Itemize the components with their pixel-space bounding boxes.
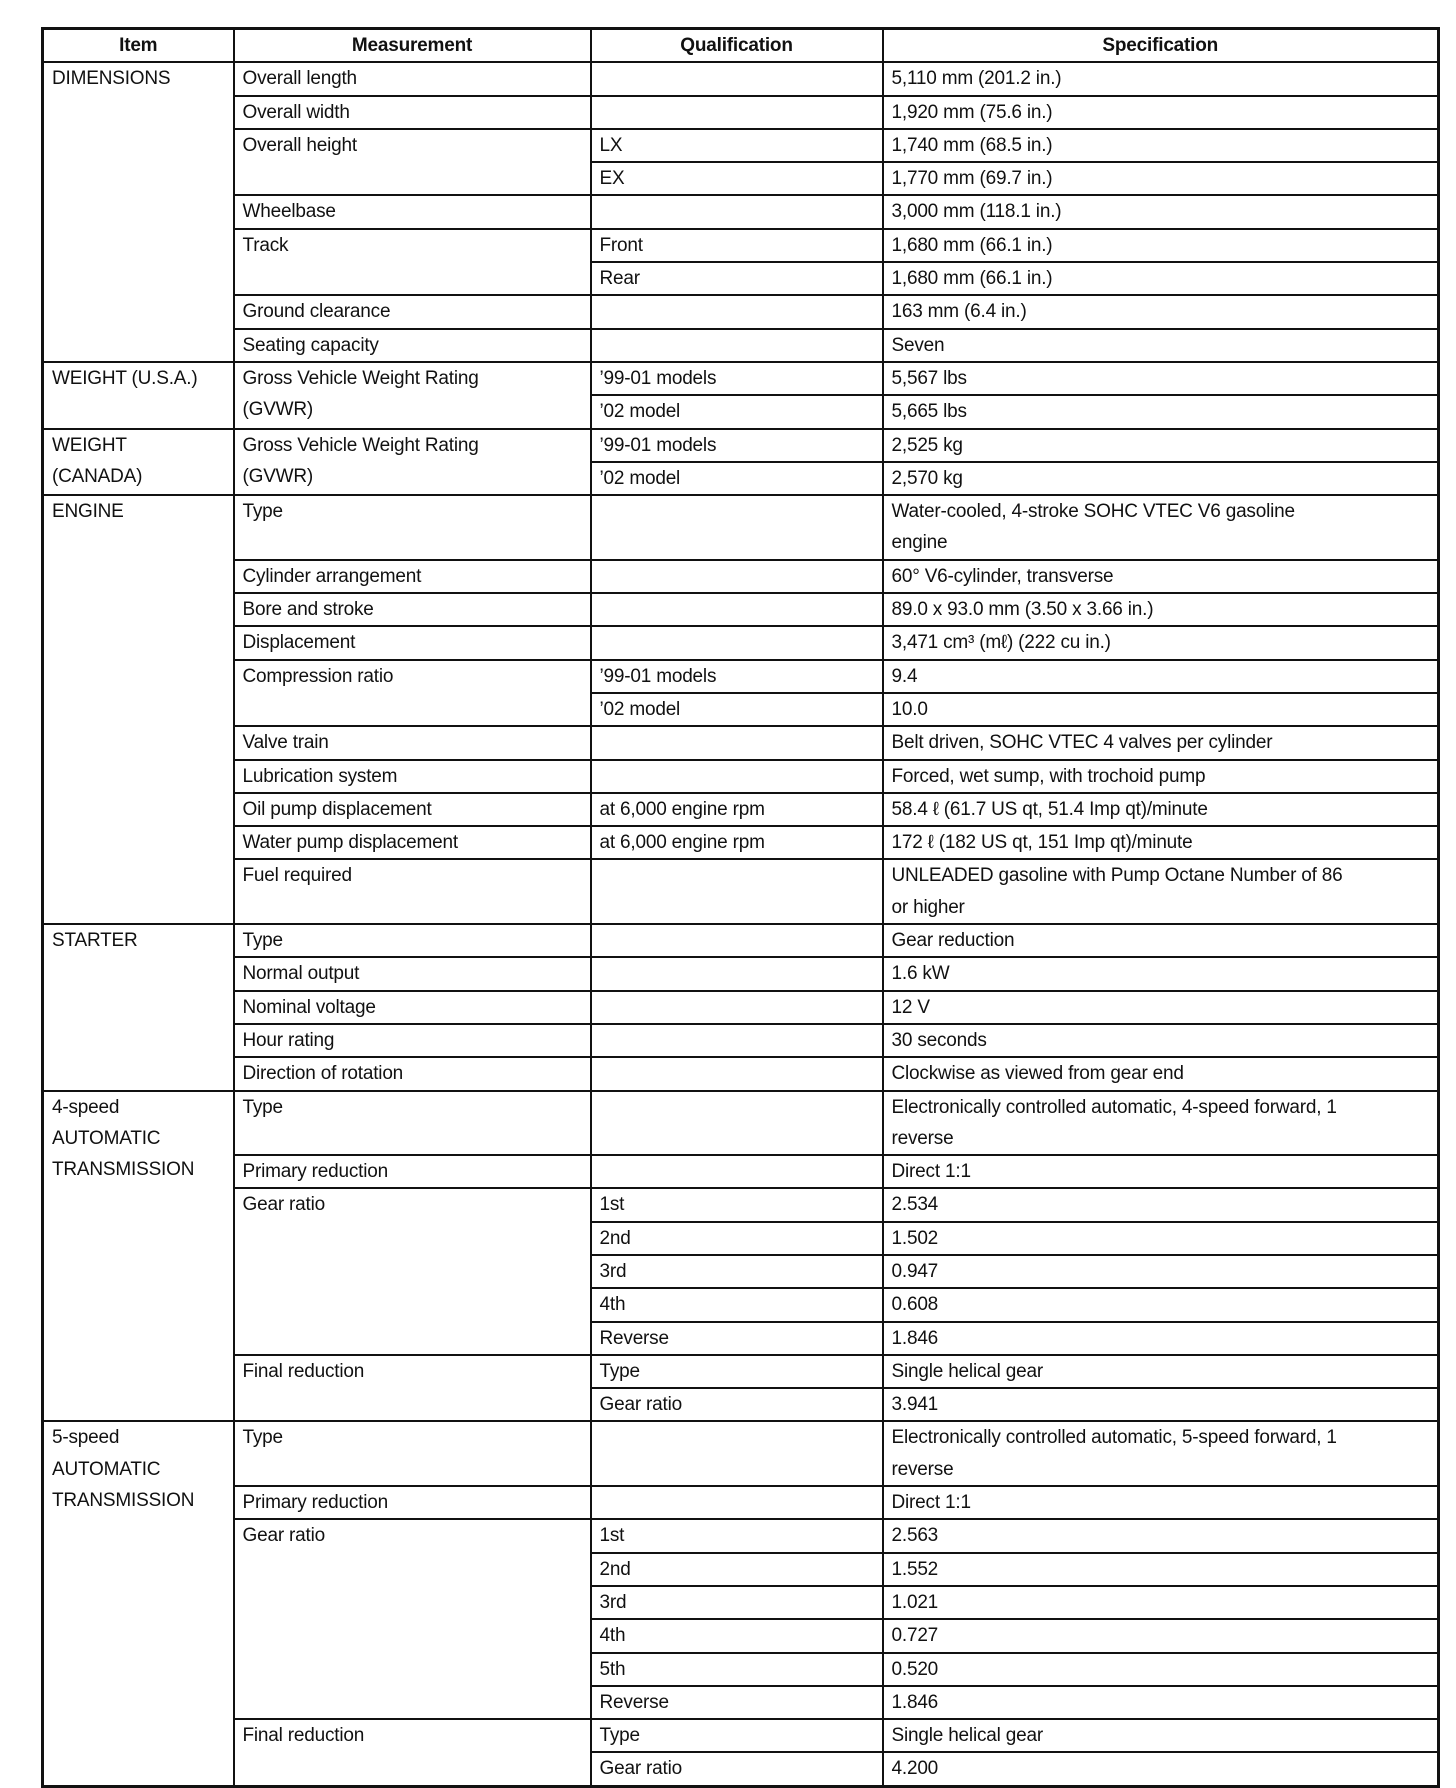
specification-cell: 5,567 lbs — [883, 362, 1439, 395]
qualification-cell: at 6,000 engine rpm — [591, 826, 883, 859]
specification-cell: 1,680 mm (66.1 in.) — [883, 262, 1439, 295]
table-row — [43, 362, 1439, 395]
specification-cell: 1,770 mm (69.7 in.) — [883, 162, 1439, 195]
qualification-cell — [591, 560, 883, 593]
specification-cell: 60° V6-cylinder, transverse — [883, 560, 1439, 593]
table-row — [43, 495, 1439, 560]
header-row — [43, 29, 1439, 63]
specification-cell: 5,665 lbs — [883, 395, 1439, 428]
table-row — [43, 991, 1439, 1024]
qualification-cell: 3rd — [591, 1586, 883, 1619]
measurement-cell: Gross Vehicle Weight Rating (GVWR) — [234, 362, 591, 429]
specification-cell: Belt driven, SOHC VTEC 4 valves per cylinder — [883, 726, 1439, 759]
measurement-cell: Overall length — [234, 62, 591, 95]
table-row — [43, 295, 1439, 328]
qualification-cell: Type — [591, 1719, 883, 1752]
item-cell: ENGINE — [43, 495, 234, 924]
specifications-table — [41, 27, 1440, 1788]
table-row — [43, 229, 1439, 262]
specification-cell: Clockwise as viewed from gear end — [883, 1057, 1439, 1090]
measurement-cell: Track — [234, 229, 591, 296]
table-body — [43, 62, 1439, 1786]
qualification-cell — [591, 760, 883, 793]
table-row — [43, 1057, 1439, 1090]
measurement-cell: Lubrication system — [234, 760, 591, 793]
table-row — [43, 1519, 1439, 1552]
qualification-cell: 2nd — [591, 1222, 883, 1255]
measurement-cell: Compression ratio — [234, 660, 591, 727]
measurement-cell: Gear ratio — [234, 1519, 591, 1719]
specification-cell: Seven — [883, 329, 1439, 362]
specification-cell: 0.520 — [883, 1653, 1439, 1686]
header-measurement: Measurement — [234, 29, 591, 63]
measurement-cell: Type — [234, 924, 591, 957]
specification-cell: Direct 1:1 — [883, 1155, 1439, 1188]
table-row — [43, 1091, 1439, 1156]
table-row — [43, 129, 1439, 162]
measurement-cell: Overall width — [234, 96, 591, 129]
qualification-cell — [591, 957, 883, 990]
specification-cell: Water-cooled, 4-stroke SOHC VTEC V6 gasoline engine — [883, 495, 1439, 560]
specification-cell: 1,920 mm (75.6 in.) — [883, 96, 1439, 129]
qualification-cell — [591, 1024, 883, 1057]
table-row — [43, 793, 1439, 826]
specification-cell: 1,740 mm (68.5 in.) — [883, 129, 1439, 162]
measurement-cell: Hour rating — [234, 1024, 591, 1057]
table-row — [43, 626, 1439, 659]
qualification-cell: ’99-01 models — [591, 660, 883, 693]
item-cell: 4-speed AUTOMATIC TRANSMISSION — [43, 1091, 234, 1422]
table-row — [43, 726, 1439, 759]
specification-cell: 10.0 — [883, 693, 1439, 726]
qualification-cell: Gear ratio — [591, 1388, 883, 1421]
qualification-cell — [591, 1057, 883, 1090]
qualification-cell — [591, 1486, 883, 1519]
qualification-cell: ’99-01 models — [591, 429, 883, 462]
qualification-cell: EX — [591, 162, 883, 195]
qualification-cell: ’02 model — [591, 462, 883, 495]
qualification-cell — [591, 924, 883, 957]
specification-cell: 163 mm (6.4 in.) — [883, 295, 1439, 328]
qualification-cell: ’02 model — [591, 693, 883, 726]
table-row — [43, 1719, 1439, 1752]
qualification-cell — [591, 295, 883, 328]
table-row — [43, 924, 1439, 957]
specification-cell: 1.552 — [883, 1553, 1439, 1586]
table-row — [43, 760, 1439, 793]
specification-cell: 0.727 — [883, 1619, 1439, 1652]
measurement-cell: Displacement — [234, 626, 591, 659]
specification-cell: 12 V — [883, 991, 1439, 1024]
table-row — [43, 826, 1439, 859]
specification-cell: 58.4 ℓ (61.7 US qt, 51.4 Imp qt)/minute — [883, 793, 1439, 826]
measurement-cell: Gear ratio — [234, 1188, 591, 1354]
specification-cell: 1.6 kW — [883, 957, 1439, 990]
qualification-cell: 5th — [591, 1653, 883, 1686]
qualification-cell: Gear ratio — [591, 1752, 883, 1786]
specification-cell: Gear reduction — [883, 924, 1439, 957]
item-cell: STARTER — [43, 924, 234, 1090]
qualification-cell: Reverse — [591, 1686, 883, 1719]
measurement-cell: Normal output — [234, 957, 591, 990]
measurement-cell: Final reduction — [234, 1355, 591, 1422]
qualification-cell — [591, 1155, 883, 1188]
table-row — [43, 660, 1439, 693]
table-row — [43, 429, 1439, 462]
table-row — [43, 329, 1439, 362]
qualification-cell — [591, 991, 883, 1024]
measurement-cell: Primary reduction — [234, 1486, 591, 1519]
qualification-cell: 4th — [591, 1288, 883, 1321]
qualification-cell: 1st — [591, 1188, 883, 1221]
specification-cell: Electronically controlled automatic, 5-speed forward, 1 reverse — [883, 1421, 1439, 1486]
specification-cell: 5,110 mm (201.2 in.) — [883, 62, 1439, 95]
header-specification: Specification — [883, 29, 1439, 63]
measurement-cell: Oil pump displacement — [234, 793, 591, 826]
header-qualification: Qualification — [591, 29, 883, 63]
specification-cell: 3,471 cm³ (mℓ) (222 cu in.) — [883, 626, 1439, 659]
table-row — [43, 62, 1439, 95]
specification-cell: 1.502 — [883, 1222, 1439, 1255]
qualification-cell: ’99-01 models — [591, 362, 883, 395]
measurement-cell: Final reduction — [234, 1719, 591, 1786]
item-cell: 5-speed AUTOMATIC TRANSMISSION — [43, 1421, 234, 1786]
specification-cell: 3,000 mm (118.1 in.) — [883, 195, 1439, 228]
qualification-cell — [591, 626, 883, 659]
qualification-cell: at 6,000 engine rpm — [591, 793, 883, 826]
table-row — [43, 1155, 1439, 1188]
specification-cell: 2,570 kg — [883, 462, 1439, 495]
specification-cell: 2,525 kg — [883, 429, 1439, 462]
table-row — [43, 957, 1439, 990]
table-row — [43, 1486, 1439, 1519]
item-cell: WEIGHT (U.S.A.) — [43, 362, 234, 429]
specification-cell: 9.4 — [883, 660, 1439, 693]
specification-cell: 30 seconds — [883, 1024, 1439, 1057]
table-row — [43, 1421, 1439, 1486]
specification-cell: UNLEADED gasoline with Pump Octane Number of 86 or higher — [883, 859, 1439, 924]
table-row — [43, 195, 1439, 228]
specification-cell: Forced, wet sump, with trochoid pump — [883, 760, 1439, 793]
qualification-cell: 3rd — [591, 1255, 883, 1288]
measurement-cell: Overall height — [234, 129, 591, 196]
specification-cell: 1.846 — [883, 1322, 1439, 1355]
measurement-cell: Primary reduction — [234, 1155, 591, 1188]
qualification-cell: 1st — [591, 1519, 883, 1552]
table-row — [43, 560, 1439, 593]
qualification-cell: Front — [591, 229, 883, 262]
item-cell: WEIGHT (CANADA) — [43, 429, 234, 496]
table-row — [43, 1188, 1439, 1221]
measurement-cell: Fuel required — [234, 859, 591, 924]
qualification-cell: ’02 model — [591, 395, 883, 428]
qualification-cell: 2nd — [591, 1553, 883, 1586]
item-cell: DIMENSIONS — [43, 62, 234, 362]
qualification-cell — [591, 495, 883, 560]
measurement-cell: Ground clearance — [234, 295, 591, 328]
qualification-cell — [591, 1421, 883, 1486]
qualification-cell — [591, 195, 883, 228]
measurement-cell: Wheelbase — [234, 195, 591, 228]
specification-cell: 2.534 — [883, 1188, 1439, 1221]
qualification-cell — [591, 96, 883, 129]
specification-cell: 1.846 — [883, 1686, 1439, 1719]
measurement-cell: Water pump displacement — [234, 826, 591, 859]
measurement-cell: Nominal voltage — [234, 991, 591, 1024]
specification-cell: 1.021 — [883, 1586, 1439, 1619]
qualification-cell — [591, 1091, 883, 1156]
table-row — [43, 859, 1439, 924]
qualification-cell: Type — [591, 1355, 883, 1388]
specification-cell: 2.563 — [883, 1519, 1439, 1552]
measurement-cell: Valve train — [234, 726, 591, 759]
measurement-cell: Type — [234, 495, 591, 560]
specification-cell: Single helical gear — [883, 1719, 1439, 1752]
specification-cell: 89.0 x 93.0 mm (3.50 x 3.66 in.) — [883, 593, 1439, 626]
measurement-cell: Type — [234, 1091, 591, 1156]
specification-cell: 3.941 — [883, 1388, 1439, 1421]
specification-cell: 172 ℓ (182 US qt, 151 Imp qt)/minute — [883, 826, 1439, 859]
qualification-cell — [591, 329, 883, 362]
specification-cell: Direct 1:1 — [883, 1486, 1439, 1519]
specification-cell: 4.200 — [883, 1752, 1439, 1786]
measurement-cell: Seating capacity — [234, 329, 591, 362]
specification-cell: Electronically controlled automatic, 4-speed forward, 1 reverse — [883, 1091, 1439, 1156]
qualification-cell — [591, 726, 883, 759]
specification-cell: Single helical gear — [883, 1355, 1439, 1388]
table-row — [43, 1024, 1439, 1057]
measurement-cell: Gross Vehicle Weight Rating (GVWR) — [234, 429, 591, 496]
table-row — [43, 593, 1439, 626]
qualification-cell: 4th — [591, 1619, 883, 1652]
qualification-cell — [591, 62, 883, 95]
qualification-cell: Reverse — [591, 1322, 883, 1355]
header-item: Item — [43, 29, 234, 63]
table-row — [43, 96, 1439, 129]
measurement-cell: Direction of rotation — [234, 1057, 591, 1090]
qualification-cell: Rear — [591, 262, 883, 295]
measurement-cell: Type — [234, 1421, 591, 1486]
qualification-cell — [591, 593, 883, 626]
specification-cell: 1,680 mm (66.1 in.) — [883, 229, 1439, 262]
specification-cell: 0.947 — [883, 1255, 1439, 1288]
qualification-cell — [591, 859, 883, 924]
table-row — [43, 1355, 1439, 1388]
qualification-cell: LX — [591, 129, 883, 162]
specification-cell: 0.608 — [883, 1288, 1439, 1321]
measurement-cell: Bore and stroke — [234, 593, 591, 626]
measurement-cell: Cylinder arrangement — [234, 560, 591, 593]
